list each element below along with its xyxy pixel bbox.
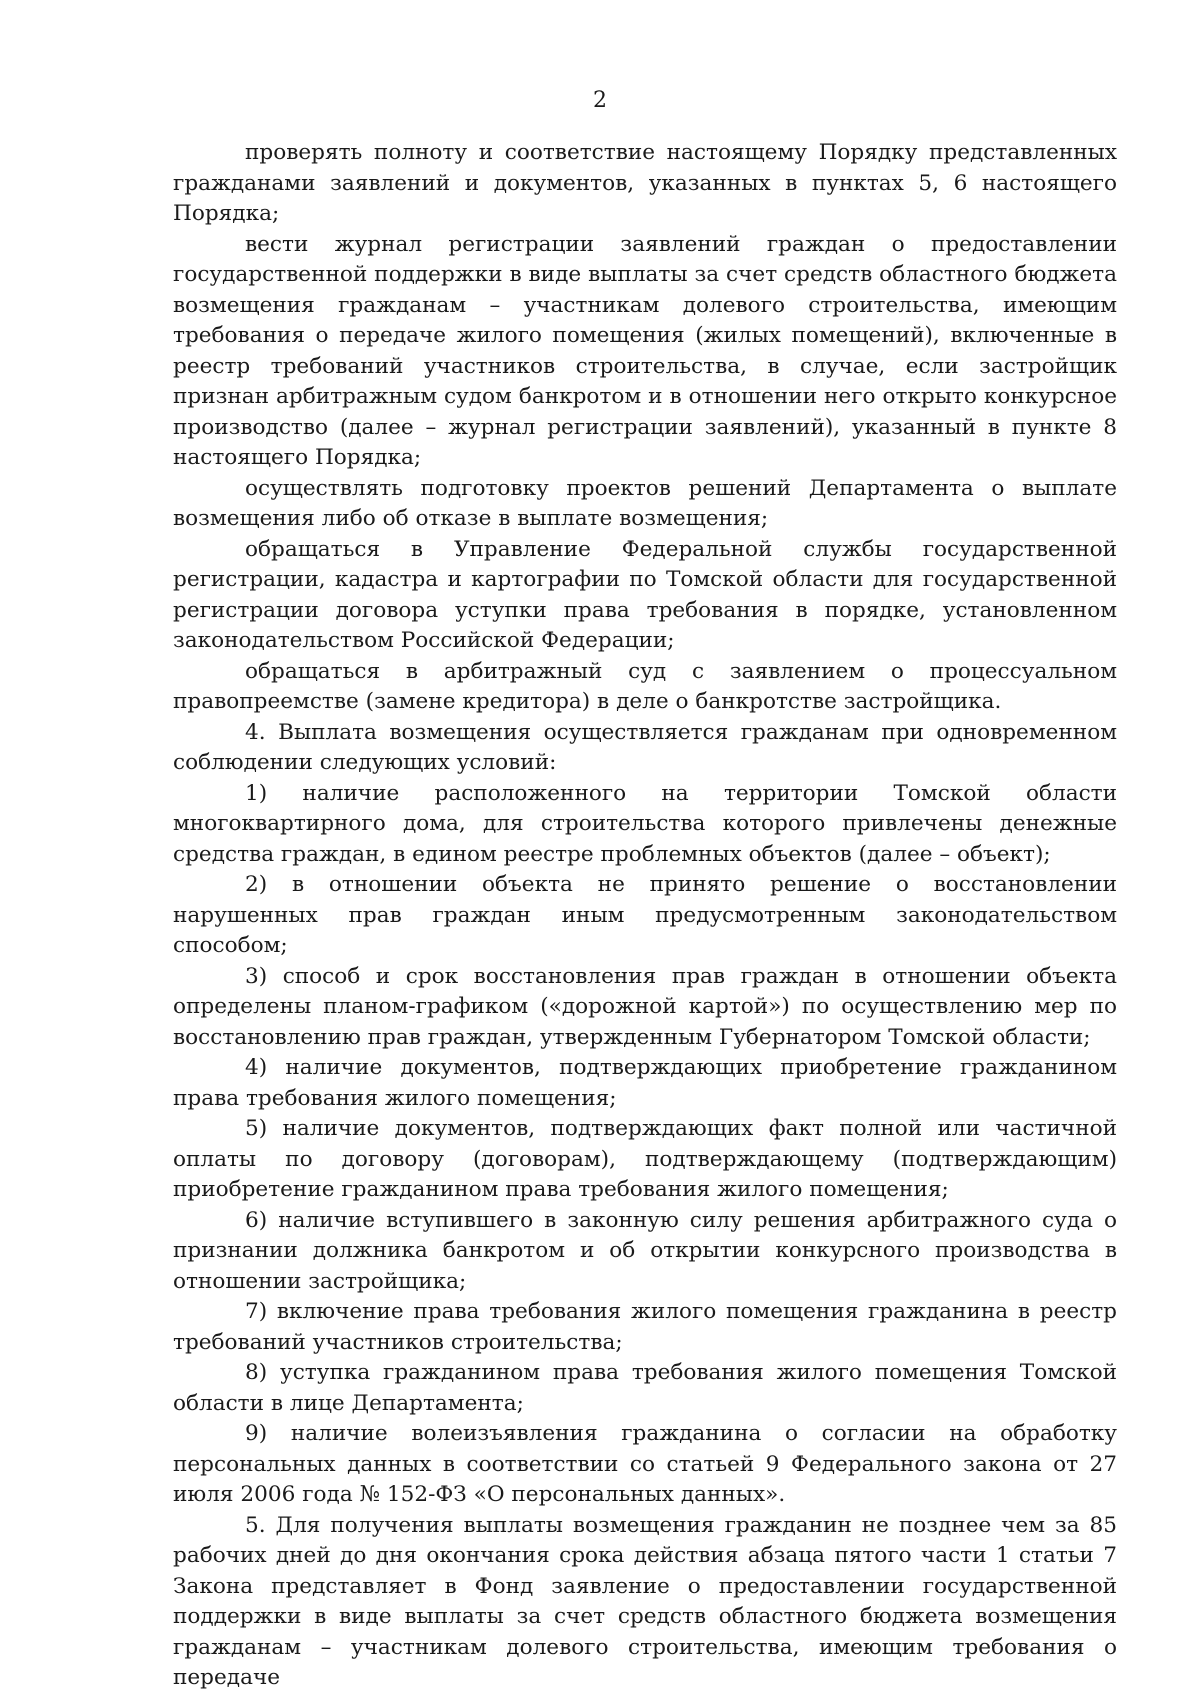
list-item-7: 7) включение права требования жилого помещения гражданина в реестр требований участников строительства; (173, 1299, 1117, 1355)
page-number: 2 (593, 88, 607, 113)
list-item-3: 3) способ и срок восстановления прав граждан в отношении объекта определены планом-графиком («дорожной картой») по осуществлению мер по восстановлению прав граждан, утвержденным Губернатором Томской области; (173, 963, 1117, 1050)
list-item-9: 9) наличие волеизъявления гражданина о согласии на обработку персональных данных в соответствии со статьей 9 Федерального закона от 27 июля 2006 года № 152-ФЗ «О персональных данных». (173, 1421, 1117, 1507)
list-item-8: 8) уступка гражданином права требования жилого помещения Томской области в лице Департамента; (173, 1360, 1117, 1416)
paragraph-5: обращаться в арбитражный суд с заявлением о процессуальном правопреемстве (замене кредитора) в деле о банкротстве застройщика. (173, 658, 1117, 714)
list-item-1: 1) наличие расположенного на территории Томской области многоквартирного дома, для строительства которого привлечены денежные средства граждан, в едином реестре проблемных объектов (далее – объект); (173, 780, 1117, 867)
paragraph-1: проверять полноту и соответствие настоящему Порядку представленных гражданами заявлений и документов, указанных в пунктах 5, 6 настоящего Порядка; (173, 140, 1117, 226)
paragraph-clause-5: 5. Для получения выплаты возмещения гражданин не позднее чем за 85 рабочих дней до дня окончания срока действия абзаца пятого части 1 статьи 7 Закона представляет в Фонд заявление о предоставлении государственной поддержки в виде выплаты за счет средств областного бюджета возмещения гражданам – участникам долевого строительства, имеющим требования о передаче (173, 1512, 1117, 1690)
list-item-4: 4) наличие документов, подтверждающих приобретение гражданином права требования жилого помещения; (173, 1055, 1117, 1111)
paragraph-4: обращаться в Управление Федеральной службы государственной регистрации, кадастра и картографии по Томской области для государственной регистрации договора уступки права требования в порядке, установленном законодательством Российской Федерации; (173, 536, 1117, 653)
list-item-5: 5) наличие документов, подтверждающих факт полной или частичной оплаты по договору (договорам), подтверждающему (подтверждающим) приобретение гражданином права требования жилого помещения; (173, 1116, 1117, 1202)
document-body (173, 138, 1117, 1694)
paragraph-3: осуществлять подготовку проектов решений Департамента о выплате возмещения либо об отказе в выплате возмещения; (173, 475, 1117, 531)
paragraph-2: вести журнал регистрации заявлений граждан о предоставлении государственной поддержки в виде выплаты за счет средств областного бюджета возмещения гражданам – участникам долевого строительства, имеющим требования о передаче жилого помещения (жилых помещений), включенные в реестр требований участников строительства, в случае, если застройщик признан арбитражным судом банкротом и в отношении него открыто конкурсное производство (далее – журнал регистрации заявлений), указанный в пункте 8 настоящего Порядка; (173, 231, 1117, 470)
paragraph-clause-4: 4. Выплата возмещения осуществляется гражданам при одновременном соблюдении следующих условий: (173, 719, 1117, 775)
list-item-2: 2) в отношении объекта не принято решение о восстановлении нарушенных прав граждан иным предусмотренным законодательством способом; (173, 872, 1117, 958)
list-item-6: 6) наличие вступившего в законную силу решения арбитражного суда о признании должника банкротом и об открытии конкурсного производства в отношении застройщика; (173, 1207, 1117, 1294)
